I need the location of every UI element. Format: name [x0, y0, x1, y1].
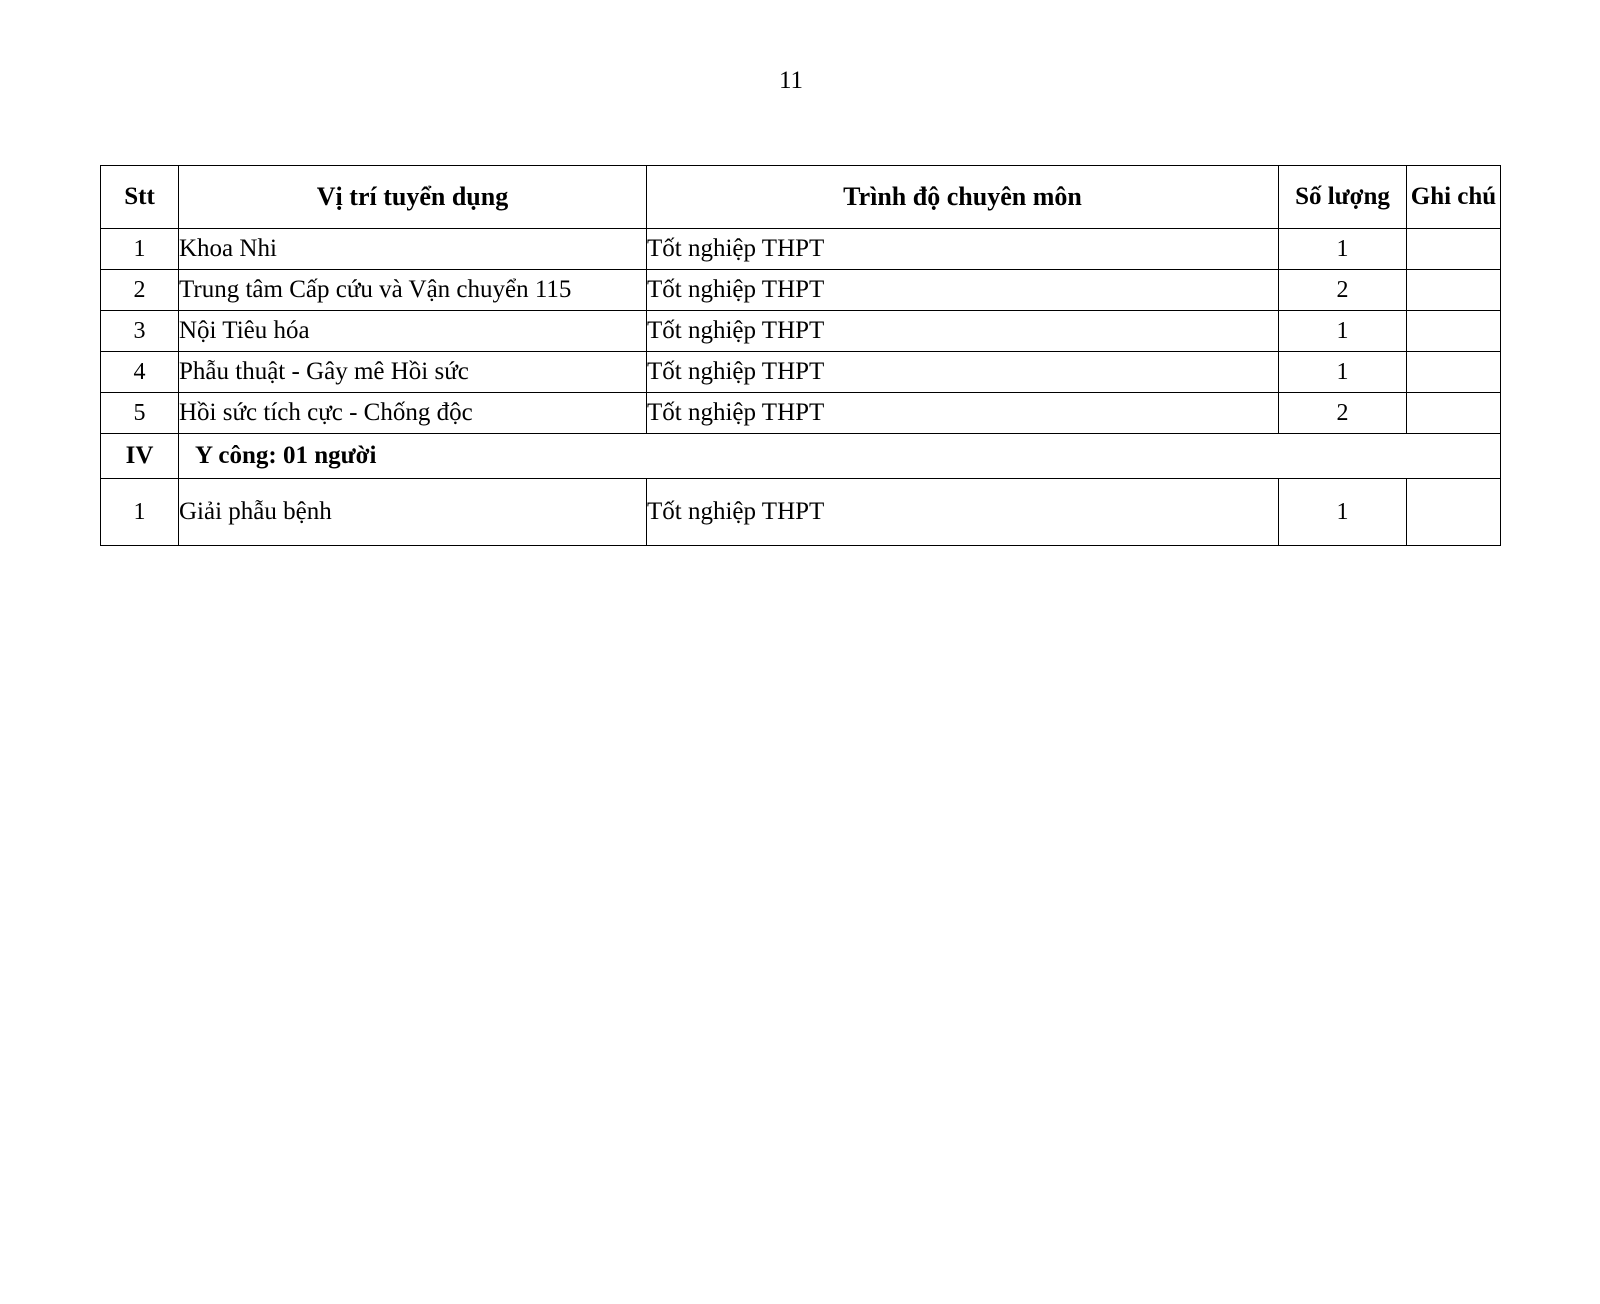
cell-position: Trung tâm Cấp cứu và Vận chuyển 115 [179, 270, 647, 311]
page-number: 11 [778, 67, 804, 94]
table-row [101, 352, 1501, 393]
cell-qualification: Tốt nghiệp THPT [647, 311, 1279, 352]
recruitment-table-container [100, 165, 1500, 546]
cell-note [1407, 311, 1501, 352]
column-header-position: Vị trí tuyển dụng [179, 166, 647, 229]
table-row [101, 270, 1501, 311]
cell-quantity: 2 [1279, 270, 1407, 311]
cell-note [1407, 393, 1501, 434]
table-row [101, 229, 1501, 270]
cell-qualification: Tốt nghiệp THPT [647, 352, 1279, 393]
cell-position: Giải phẫu bệnh [179, 479, 647, 546]
cell-note [1407, 479, 1501, 546]
column-header-note: Ghi chú [1407, 166, 1501, 229]
cell-stt: 2 [101, 270, 179, 311]
cell-quantity: 1 [1279, 229, 1407, 270]
cell-quantity: 2 [1279, 393, 1407, 434]
document-page [0, 68, 1600, 1304]
cell-section-number: IV [101, 434, 179, 479]
table-row [101, 311, 1501, 352]
cell-stt: 5 [101, 393, 179, 434]
cell-note [1407, 270, 1501, 311]
cell-quantity: 1 [1279, 311, 1407, 352]
cell-quantity: 1 [1279, 479, 1407, 546]
table-header-row [101, 166, 1501, 229]
cell-section-label: Y công: 01 người [179, 434, 1501, 479]
column-header-qualification: Trình độ chuyên môn [647, 166, 1279, 229]
cell-qualification: Tốt nghiệp THPT [647, 479, 1279, 546]
recruitment-table [100, 165, 1501, 546]
cell-note [1407, 352, 1501, 393]
cell-quantity: 1 [1279, 352, 1407, 393]
column-header-quantity: Số lượng [1279, 166, 1407, 229]
cell-note [1407, 229, 1501, 270]
column-header-stt: Stt [101, 166, 179, 229]
table-body [101, 229, 1501, 546]
cell-stt: 3 [101, 311, 179, 352]
cell-qualification: Tốt nghiệp THPT [647, 270, 1279, 311]
cell-position: Nội Tiêu hóa [179, 311, 647, 352]
table-row [101, 479, 1501, 546]
table-header [101, 166, 1501, 229]
table-section-row [101, 434, 1501, 479]
cell-stt: 1 [101, 229, 179, 270]
cell-position: Khoa Nhi [179, 229, 647, 270]
cell-qualification: Tốt nghiệp THPT [647, 393, 1279, 434]
table-row [101, 393, 1501, 434]
cell-position: Hồi sức tích cực - Chống độc [179, 393, 647, 434]
cell-position: Phẫu thuật - Gây mê Hồi sức [179, 352, 647, 393]
cell-stt: 1 [101, 479, 179, 546]
cell-qualification: Tốt nghiệp THPT [647, 229, 1279, 270]
cell-stt: 4 [101, 352, 179, 393]
